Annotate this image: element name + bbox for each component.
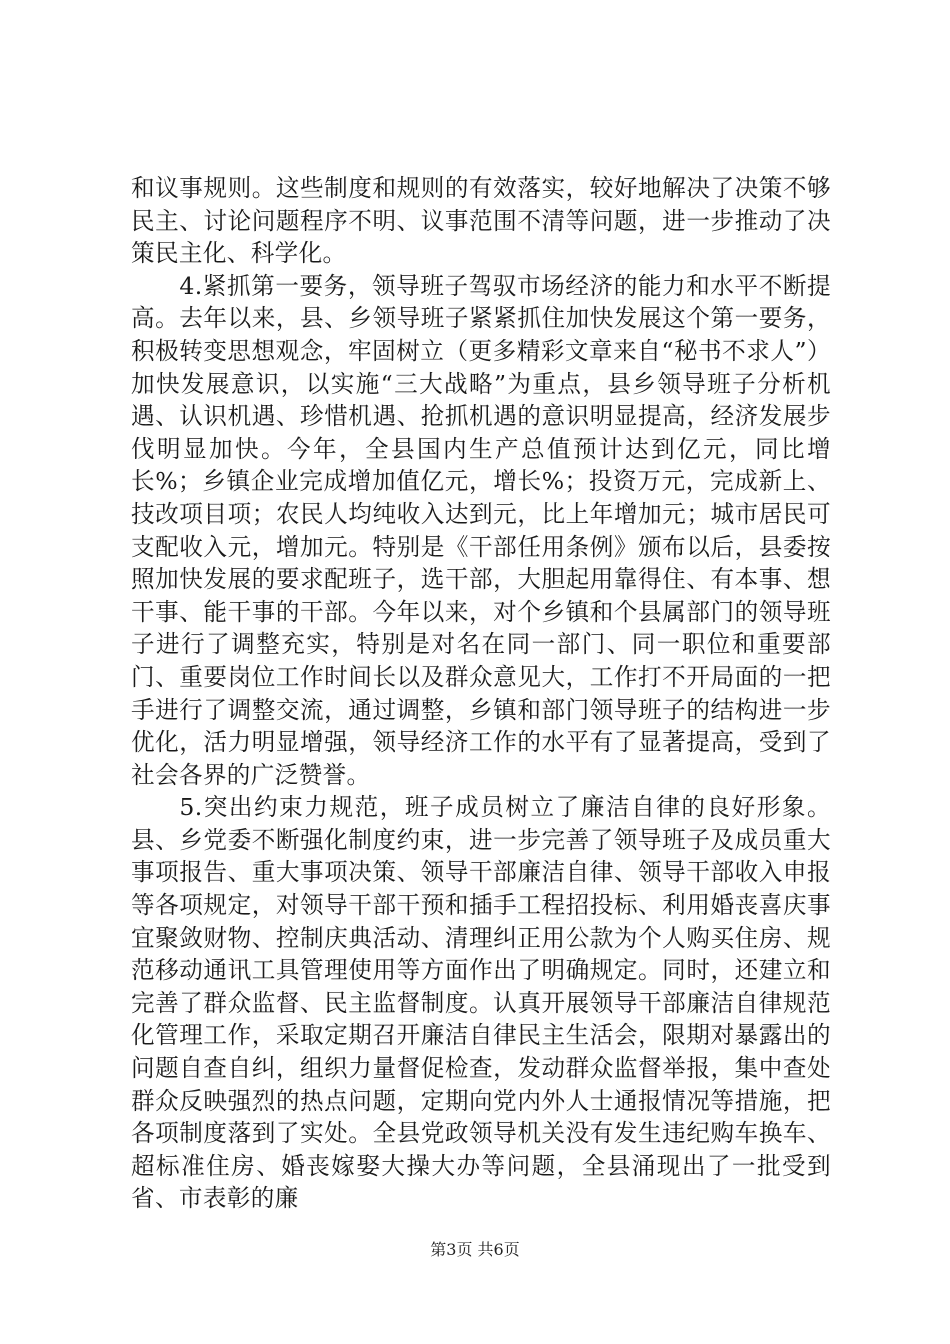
page-number: 第3页 共6页 bbox=[430, 1240, 520, 1259]
page-footer bbox=[0, 1239, 950, 1261]
paragraph-continuation: 和议事规则。这些制度和规则的有效落实，较好地解决了决策不够民主、讨论问题程序不明、议事范围不清等问题，进一步推动了决策民主化、科学化。 bbox=[131, 174, 831, 268]
body-text bbox=[131, 172, 831, 1215]
paragraph-item-4: 4.紧抓第一要务，领导班子驾驭市场经济的能力和水平不断提高。去年以来，县、乡领导班子紧紧抓住加快发展这个第一要务，积极转变思想观念，牢固树立（更多精彩文章来自“秘书不求人”）加快发展意识，以实施“三大战略”为重点，县乡领导班子分析机遇、认识机遇、珍惜机遇、抢抓机遇的意识明显提高，经济发展步伐明显加快。今年，全县国内生产总值预计达到亿元，同比增长%；乡镇企业完成增加值亿元，增长%；投资万元，完成新上、技改项目项；农民人均纯收入达到元，比上年增加元；城市居民可支配收入元，增加元。特别是《干部任用条例》颁布以后，县委按照加快发展的要求配班子，选干部，大胆起用靠得住、有本事、想干事、能干事的干部。今年以来，对个乡镇和个县属部门的领导班子进行了调整充实，特别是对名在同一部门、同一职位和重要部门、重要岗位工作时间长以及群众意见大，工作打不开局面的一把手进行了调整交流，通过调整，乡镇和部门领导班子的结构进一步优化，活力明显增强，领导经济工作的水平有了显著提高，受到了社会各界的广泛赞誉。 bbox=[131, 271, 831, 789]
paragraph-item-5: 5.突出约束力规范，班子成员树立了廉洁自律的良好形象。县、乡党委不断强化制度约束，进一步完善了领导班子及成员重大事项报告、重大事项决策、领导干部廉洁自律、领导干部收入申报等各项规定，对领导干部干预和插手工程招投标、利用婚丧喜庆事宜聚敛财物、控制庆典活动、清理纠正用公款为个人购买住房、规范移动通讯工具管理使用等方面作出了明确规定。同时，还建立和完善了群众监督、民主监督制度。认真开展领导干部廉洁自律规范化管理工作，采取定期召开廉洁自律民主生活会，限期对暴露出的问题自查自纠，组织力量督促检查，发动群众监督举报，集中查处群众反映强烈的热点问题，定期向党内外人士通报情况等措施，把各项制度落到了实处。全县党政领导机关没有发生违纪购车换车、超标准住房、婚丧嫁娶大操大办等问题，全县涌现出了一批受到省、市表彰的廉 bbox=[131, 793, 831, 1213]
